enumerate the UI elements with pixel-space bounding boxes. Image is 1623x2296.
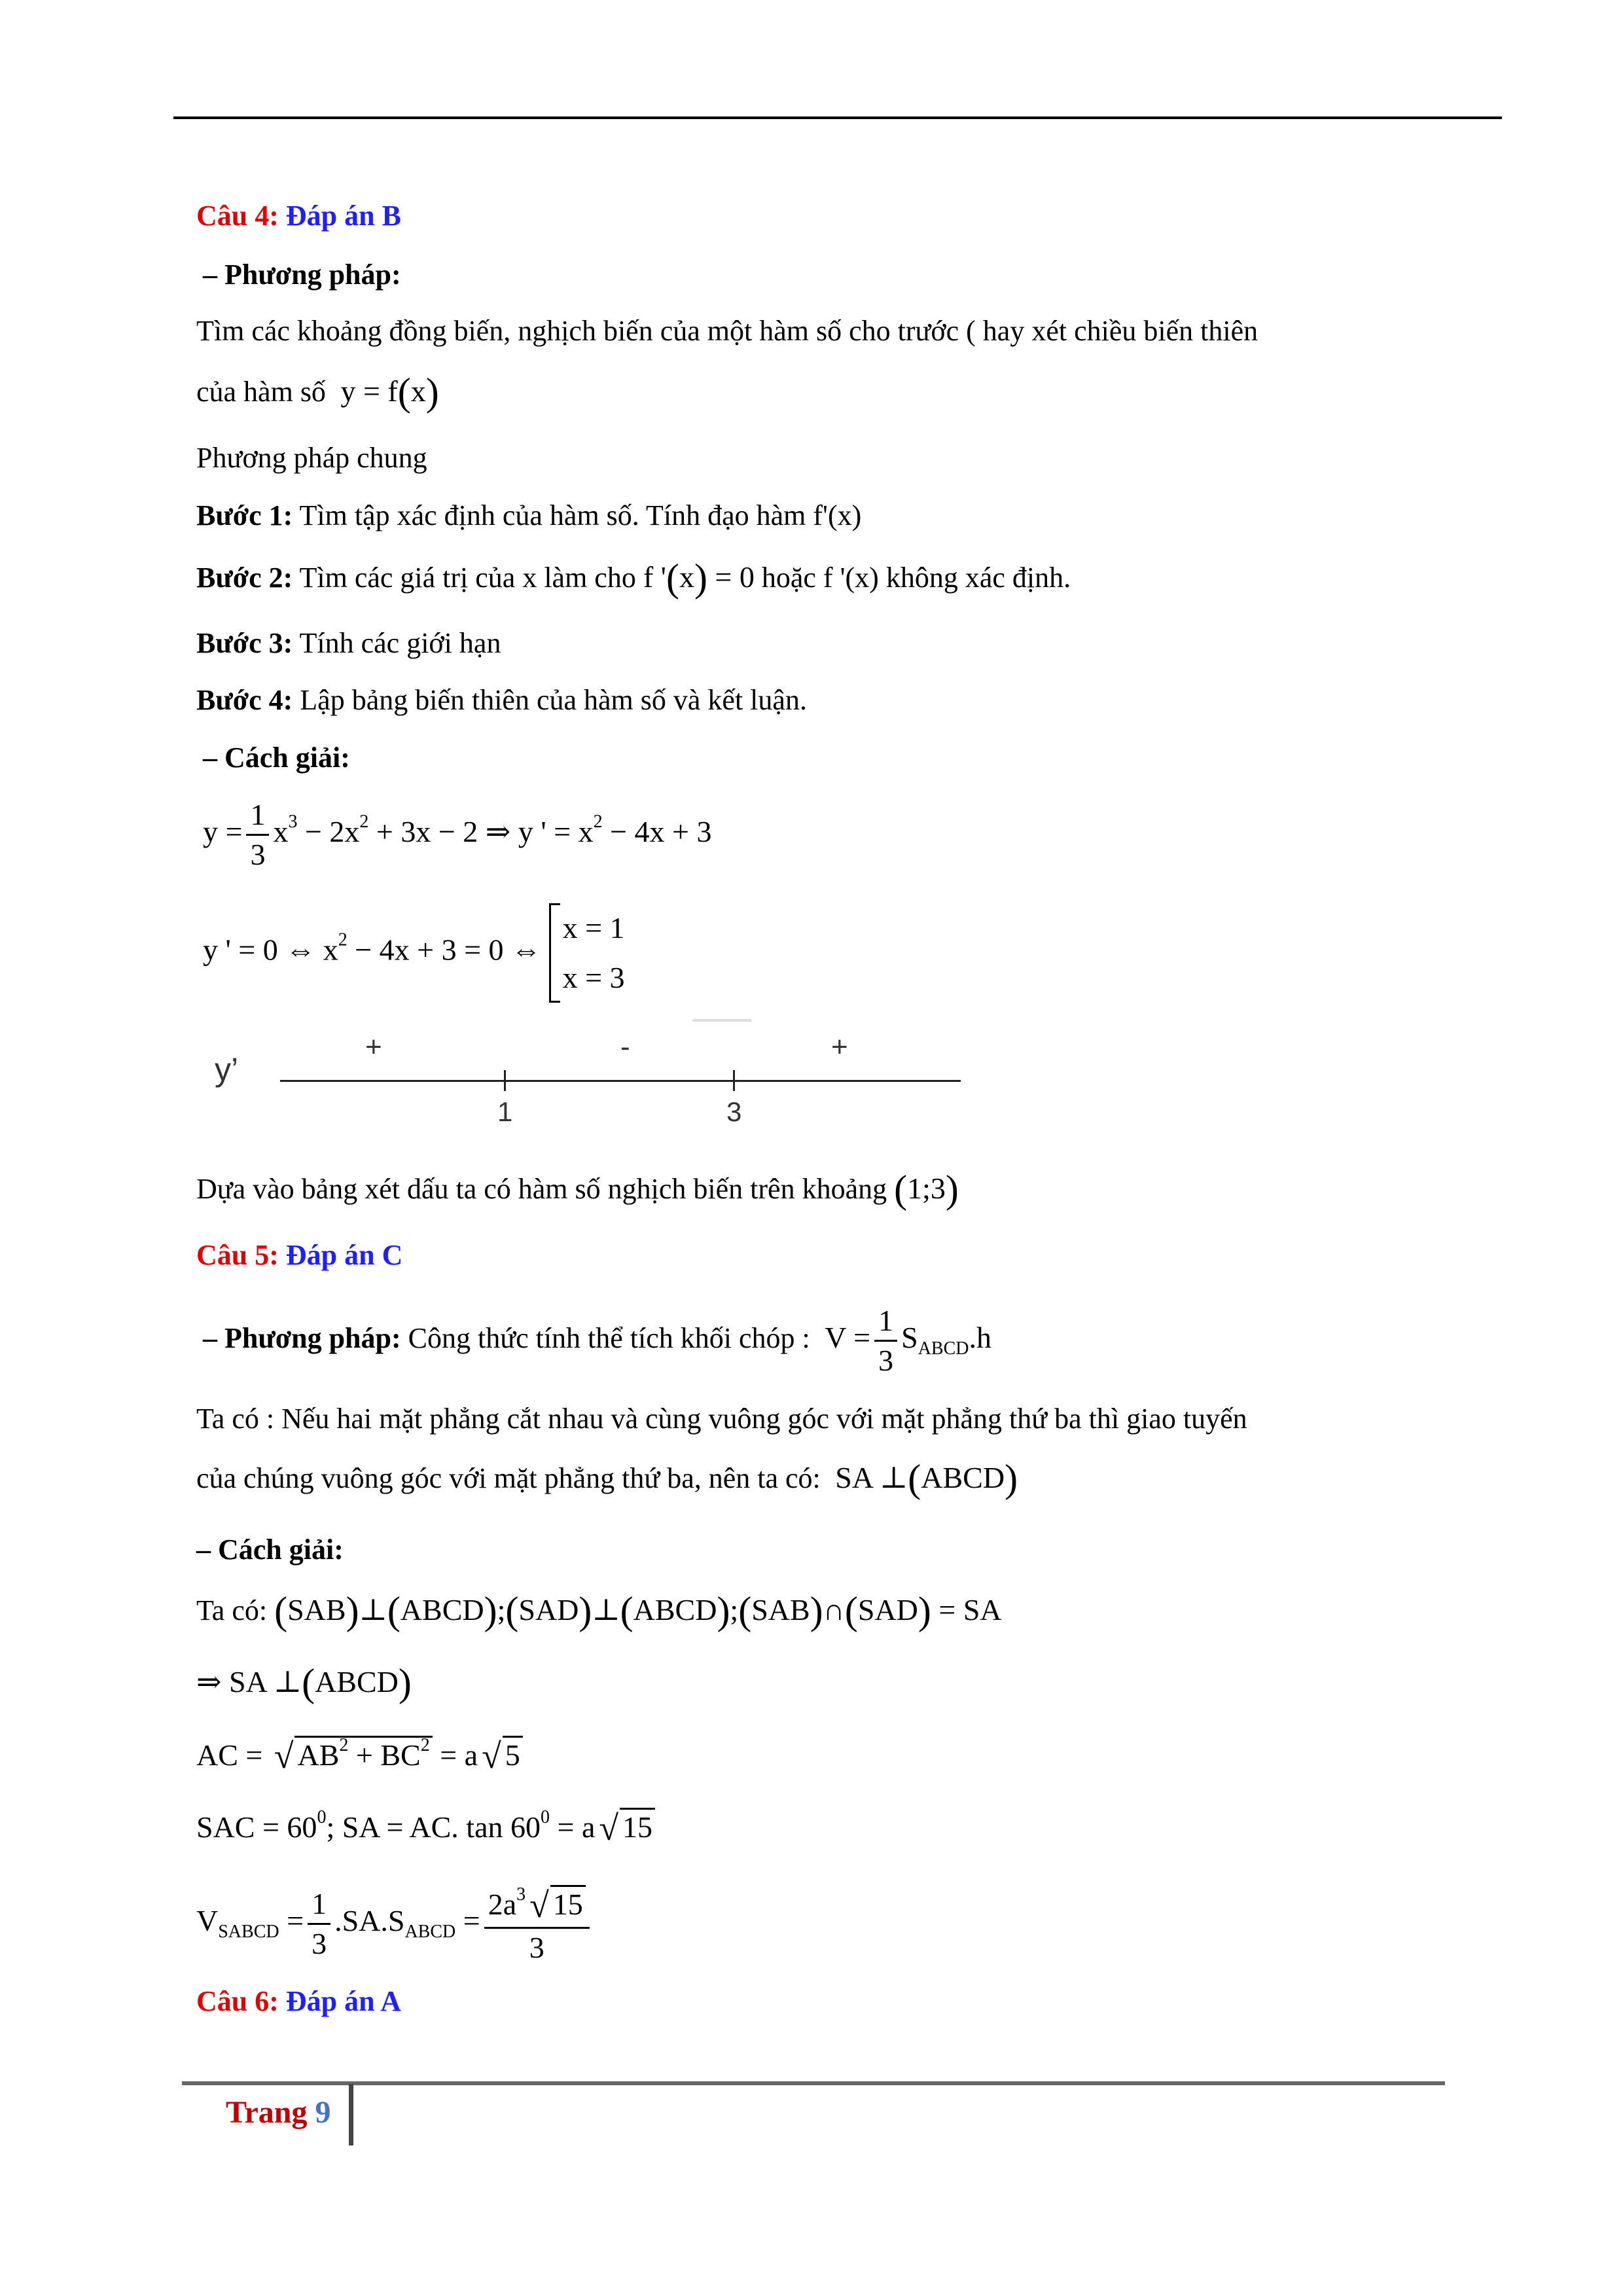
sign-chart [208,1024,974,1136]
sign-chart-axis [280,1080,961,1082]
tick-3 [733,1070,735,1091]
answer-label: Đáp án C [285,1239,403,1271]
tick-1 [504,1070,506,1091]
question-number: Câu 4: [196,200,279,232]
q4-solution-heading: – Cách giải: [203,742,350,774]
answer-label: Đáp án A [285,1985,401,2017]
q4-method-line1: Tìm các khoảng đồng biến, nghịch biến của một hàm số cho trước ( hay xét chiều biến thiên [196,315,1258,347]
q4-step2: Bước 2: Tìm các giá trị của x làm cho f '(x) = 0 hoặc f '(x) không xác định. [196,556,1071,600]
q5-title [196,1237,402,1274]
q4-step4: Bước 4: Lập bảng biến thiên của hàm số và kết luận. [196,684,807,716]
sign-minus: - [620,1031,630,1063]
value-1: 1 [497,1096,513,1127]
q4-title [196,198,401,234]
q5-theory-line1: Ta có : Nếu hai mặt phẳng cắt nhau và cùng vuông góc với mặt phẳng thứ ba thì giao tuyến [196,1403,1247,1435]
sign-chart-label: y’ [215,1051,239,1088]
q5-theory-line2: của chúng vuông góc với mặt phẳng thứ ba, nên ta có: SA ⊥(ABCD) [196,1457,1018,1500]
q5-solution-heading: – Cách giải: [196,1534,344,1566]
sign-plus-right: + [831,1031,848,1063]
q4-equation-1: y = $\frac{1}{3}$ $x^3 - 2x^2 + 3x - 2$ ⇒ y ' = $x^2 - 4x + 3$ [203,798,712,871]
q4-method-heading: – Phương pháp: [203,259,401,291]
q5-solution-line1: Ta có: (SAB)⊥(ABCD);(SAD)⊥(ABCD);(SAB)∩(SAD) = SA [196,1589,1002,1632]
q4-step1: Bước 1: Tìm tập xác định của hàm số. Tính đạo hàm f'(x) [196,499,862,531]
sign-plus-left: + [365,1031,382,1063]
faint-mark [692,1019,751,1022]
page-label: Trang [226,2095,308,2130]
footer-separator [349,2084,353,2145]
header-rule [173,117,1502,119]
question-number: Câu 6: [196,1985,279,2017]
q6-title [196,1983,401,2020]
value-3: 3 [726,1096,742,1127]
answer-label: Đáp án B [285,200,401,232]
q4-method-line2: của hàm số y = f(x) [196,370,439,414]
q5-solution-line3: AC = √ $AB^2 + BC^2 = a$ √ 5 [196,1734,523,1777]
q4-step3: Bước 3: Tính các giới hạn [196,627,501,659]
q4-general: Phương pháp chung [196,442,427,474]
q5-solution-line5: $V_{SABCD}$ = $\frac{1}{3}$ $.SA.S_{ABCD}$ = $\frac{2a^3 √ 15}{3}$ [196,1885,594,1963]
page-number: 9 [315,2095,331,2130]
solution-cases: x = 1 x = 3 [549,903,625,1003]
q4-conclusion: Dựa vào bảng xét dấu ta có hàm số nghịch biến trên khoảng (1;3) [196,1168,959,1211]
q5-solution-line2: ⇒ SA ⊥(ABCD) [196,1661,412,1704]
question-number: Câu 5: [196,1239,279,1271]
page-footer [226,2094,330,2130]
q5-method: – Phương pháp: Công thức tính thể tích khối chóp : V = $\frac{1}{3}$ $S_{ABCD}.h$ [203,1304,991,1377]
q5-solution-line4: SAC = $60^0$; SA = AC. $\tan 60^0 = a$ √ 15 [196,1806,655,1849]
footer-rule [182,2081,1445,2085]
q4-equation-2: y ' = 0 ⇔ $x^2 - 4x + 3 = 0$ ⇔ x = 1 x = 3 [203,903,625,1003]
